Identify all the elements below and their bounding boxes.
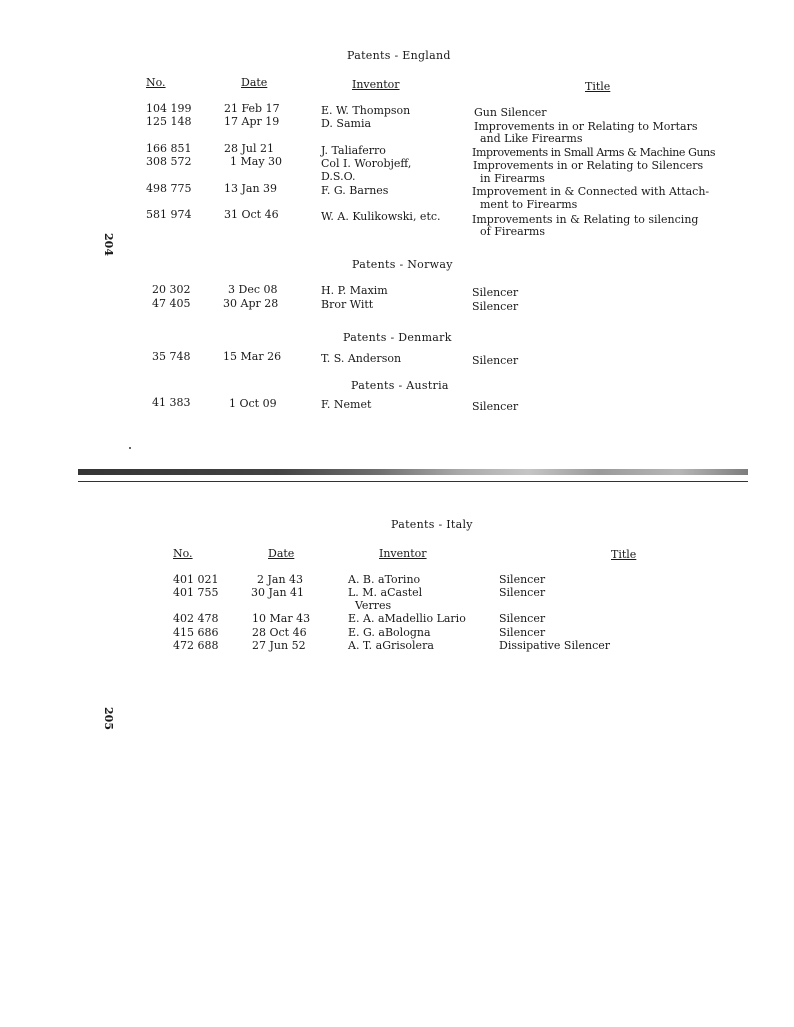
patent-no: 498 775	[146, 182, 192, 195]
patent-inventor: W. A. Kulikowski, etc.	[321, 210, 441, 223]
patent-no: 581 974	[146, 208, 192, 221]
column-header-inventor: Inventor	[379, 547, 427, 560]
patent-inventor: F. G. Barnes	[321, 184, 389, 197]
column-header-date: Date	[268, 547, 295, 560]
patent-title: Silencer	[472, 354, 519, 367]
patent-date: 28 Jul 21	[224, 142, 274, 155]
patent-inventor-continued: D.S.O.	[321, 170, 356, 183]
patent-date: 1 Oct 09	[229, 397, 277, 410]
column-header-inventor: Inventor	[352, 78, 400, 91]
patent-no: 166 851	[146, 142, 192, 155]
patent-no: 308 572	[146, 155, 192, 168]
patent-no: 35 748	[152, 350, 191, 363]
patent-inventor: H. P. Maxim	[321, 284, 388, 297]
patent-inventor: L. M. aCastel	[348, 586, 423, 599]
page-number-top: 204	[101, 233, 115, 256]
patent-inventor: E. G. aBologna	[348, 626, 431, 639]
column-header-no: No.	[173, 547, 193, 560]
patent-date: 27 Jun 52	[252, 639, 306, 652]
section-heading-england: Patents - England	[347, 49, 451, 62]
patent-inventor: A. B. aTorino	[348, 573, 421, 586]
patent-inventor: A. T. aGrisolera	[348, 639, 434, 652]
patent-inventor: Col I. Worobjeff,	[321, 157, 412, 170]
patent-no: 20 302	[152, 283, 191, 296]
patent-no: 401 021	[173, 573, 219, 586]
patent-title: Silencer	[472, 286, 519, 299]
patent-no: 401 755	[173, 586, 219, 599]
patent-date: 15 Mar 26	[223, 350, 282, 363]
patent-inventor: T. S. Anderson	[321, 352, 402, 365]
patent-no: 104 199	[146, 102, 192, 115]
patent-date: 3 Dec 08	[228, 283, 278, 296]
patent-date: 30 Jan 41	[251, 586, 305, 599]
patent-title: Improvements in or Relating to Mortars	[474, 120, 698, 133]
patent-title: Silencer	[499, 573, 546, 586]
patent-title-continued: in Firearms	[480, 172, 545, 185]
patent-title: Silencer	[499, 586, 546, 599]
patent-no: 472 688	[173, 639, 219, 652]
page-break-divider	[78, 469, 748, 475]
patent-date: 17 Apr 19	[224, 115, 280, 128]
patent-title: Gun Silencer	[474, 106, 547, 119]
patent-title: Improvement in & Connected with Attach-	[472, 185, 710, 198]
patent-inventor: E. A. aMadellio Lario	[348, 612, 466, 625]
patent-no: 41 383	[152, 396, 191, 409]
page-number-bottom: 205	[101, 707, 115, 730]
patent-title: Dissipative Silencer	[499, 639, 610, 652]
patent-date: 28 Oct 46	[252, 626, 307, 639]
section-heading-norway: Patents - Norway	[352, 258, 453, 271]
patent-no: 402 478	[173, 612, 219, 625]
patent-title-continued: ment to Firearms	[480, 198, 578, 211]
section-heading-denmark: Patents - Denmark	[343, 331, 452, 344]
column-header-title: Title	[585, 80, 611, 93]
patent-no: 47 405	[152, 297, 191, 310]
patent-title-continued: and Like Firearms	[480, 132, 583, 145]
section-heading-italy: Patents - Italy	[391, 518, 473, 531]
page-break-line	[78, 481, 748, 482]
patent-inventor: E. W. Thompson	[321, 104, 411, 117]
column-header-title: Title	[611, 548, 637, 561]
patent-inventor: D. Samia	[321, 117, 372, 130]
column-header-no: No.	[146, 76, 166, 89]
patent-title: Improvements in Small Arms & Machine Guns	[472, 146, 716, 159]
patent-inventor: Bror Witt	[321, 298, 374, 311]
patent-date: 30 Apr 28	[223, 297, 279, 310]
patent-title: Silencer	[499, 612, 546, 625]
patent-date: 13 Jan 39	[224, 182, 278, 195]
patent-inventor: F. Nemet	[321, 398, 372, 411]
patent-title: Silencer	[472, 400, 519, 413]
patent-date: 1 May 30	[230, 155, 283, 168]
patent-title: Silencer	[499, 626, 546, 639]
patent-no: 415 686	[173, 626, 219, 639]
patent-title: Improvements in or Relating to Silencers	[473, 159, 704, 172]
patent-date: 21 Feb 17	[224, 102, 280, 115]
patent-date: 31 Oct 46	[224, 208, 279, 221]
patent-inventor-continued: Verres	[355, 599, 392, 612]
patent-no: 125 148	[146, 115, 192, 128]
patent-date: 2 Jan 43	[257, 573, 304, 586]
speck	[129, 447, 131, 449]
patent-title: Silencer	[472, 300, 519, 313]
patent-date: 10 Mar 43	[252, 612, 311, 625]
section-heading-austria: Patents - Austria	[351, 379, 449, 392]
column-header-date: Date	[241, 76, 268, 89]
patent-title: Improvements in & Relating to silencing	[472, 213, 699, 226]
patent-inventor: J. Taliaferro	[321, 144, 386, 157]
patent-title-continued: of Firearms	[480, 225, 546, 238]
